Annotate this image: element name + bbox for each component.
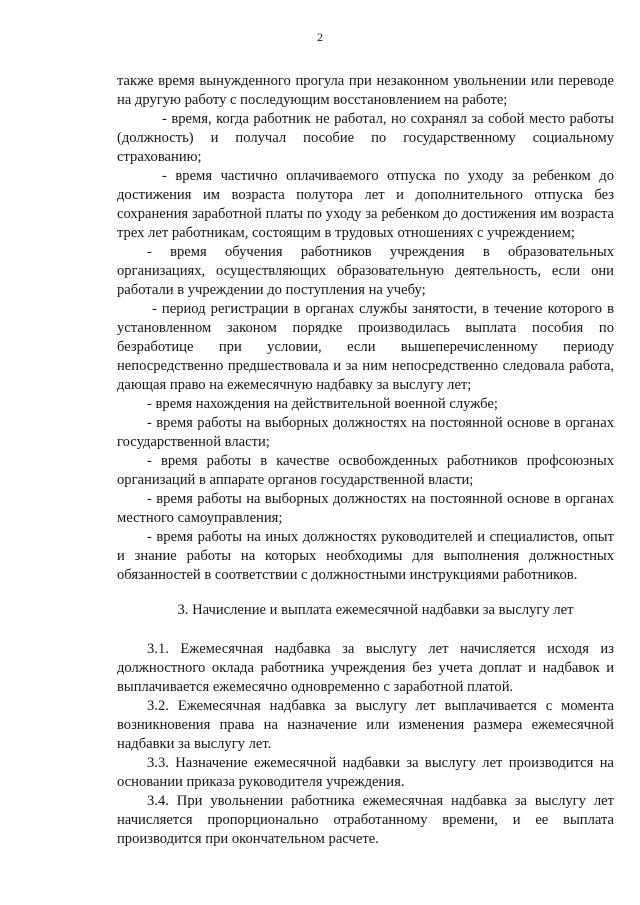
list-item: - время работы на выборных должностях на постоянной основе в органах государственной власти; (117, 415, 614, 450)
page-number: 2 (317, 30, 323, 44)
clause-paragraph: 3.3. Назначение ежемесячной надбавки за выслугу лет производится на основании приказа руководителя учреждения. (117, 755, 614, 790)
list-item: - время, когда работник не работал, но сохранял за собой место работы (должность) и получал пособие по государственному социальному страхованию; (117, 111, 614, 165)
list-item: - время нахождения на действительной военной службе; (147, 396, 498, 412)
list-item: - время частично оплачиваемого отпуска по уходу за ребенком до достижения им возраста полутора лет и дополнительного отпуска без сохранения заработной платы по уходу за ребенком до достижения им возраста трех лет работникам, состоящим в трудовых отношениях с учреждением; (117, 168, 614, 241)
list-item: - период регистрации в органах службы занятости, в течение которого в установленном законом порядке производилась выплата пособия по безработице при условии, если вышеперечисленному периоду непосредственно предшествовала и за ним непосредственно следовала работа, дающая право на ежемесячную надбавку за выслугу лет; (117, 301, 614, 393)
clause-paragraph: 3.2. Ежемесячная надбавка за выслугу лет выплачивается с момента возникновения права на назначение или изменения размера ежемесячной надбавки за выслугу лет. (117, 698, 614, 752)
list-item: - время работы в качестве освобожденных работников профсоюзных организаций в аппарате органов государственной власти; (117, 453, 614, 488)
list-item: - время работы на выборных должностях на постоянной основе в органах местного самоуправления; (117, 491, 614, 526)
paragraph: также время вынужденного прогула при незаконном увольнении или переводе на другую работу с последующим восстановлением на работе; (117, 73, 614, 108)
clause-paragraph: 3.1. Ежемесячная надбавка за выслугу лет начисляется исходя из должностного оклада работника учреждения без учета доплат и надбавок и выплачивается ежемесячно одновременно с заработной платой. (117, 641, 614, 695)
list-item: - время обучения работников учреждения в образовательных организациях, осуществляющих образовательную деятельность, если они работали в учреждении до поступления на учебу; (117, 244, 614, 298)
document-body (117, 72, 614, 849)
list-item: - время работы на иных должностях руководителей и специалистов, опыт и знание работы на которых необходимы для выполнения должностных обязанностей в соответствии с должностными инструкциями работников. (117, 529, 614, 583)
section-heading: 3. Начисление и выплата ежемесячной надбавки за выслугу лет (177, 602, 574, 618)
clause-paragraph: 3.4. При увольнении работника ежемесячная надбавка за выслугу лет начисляется пропорционально отработанному времени, и ее выплата производится при окончательном расчете. (117, 793, 614, 847)
